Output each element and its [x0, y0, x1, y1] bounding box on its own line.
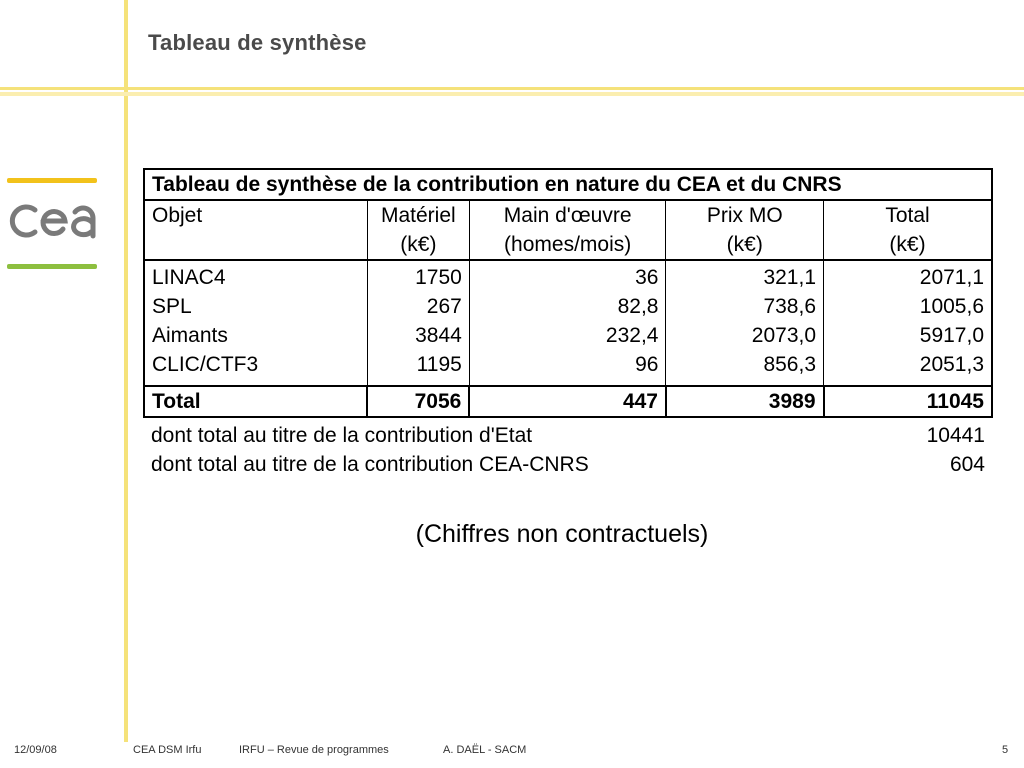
- frame-horizontal-line: [0, 87, 1024, 90]
- total-materiel: 7056: [367, 386, 469, 417]
- cell-objet: Aimants: [144, 321, 367, 350]
- cell-objet: CLIC/CTF3: [144, 350, 367, 386]
- total-total: 11045: [824, 386, 992, 417]
- cell-main-oeuvre: 36: [469, 260, 666, 292]
- cell-prix-mo: 738,6: [666, 292, 824, 321]
- frame-vertical-line: [124, 0, 128, 742]
- cell-prix-mo: 2073,0: [666, 321, 824, 350]
- table-total-row: [144, 386, 992, 417]
- header-total: Total (k€): [824, 200, 992, 260]
- table-row: [144, 292, 992, 321]
- cell-prix-mo: 321,1: [666, 260, 824, 292]
- table-row: [144, 350, 992, 386]
- cell-total: 1005,6: [824, 292, 992, 321]
- saclay-logo-bar: [7, 264, 97, 269]
- cell-total: 2071,1: [824, 260, 992, 292]
- footnote-label: dont total au titre de la contribution CEA-CNRS: [151, 453, 589, 476]
- footer-event: IRFU – Revue de programmes: [239, 744, 389, 756]
- cell-materiel: 1750: [367, 260, 469, 292]
- header-prix-mo: Prix MO (k€): [666, 200, 824, 260]
- footer-org: CEA DSM Irfu: [133, 744, 202, 756]
- total-main-oeuvre: 447: [469, 386, 666, 417]
- cell-total: 2051,3: [824, 350, 992, 386]
- frame-horizontal-line-light: [0, 92, 1024, 96]
- table-row: [144, 260, 992, 292]
- header-objet: Objet: [144, 200, 367, 260]
- footnote-row: [144, 450, 992, 479]
- cell-objet: LINAC4: [144, 260, 367, 292]
- cell-total: 5917,0: [824, 321, 992, 350]
- cell-main-oeuvre: 96: [469, 350, 666, 386]
- cea-logo: [0, 198, 110, 249]
- cell-main-oeuvre: 82,8: [469, 292, 666, 321]
- footnote-value: 10441: [926, 424, 985, 447]
- header-main-oeuvre: Main d'œuvre (homes/mois): [469, 200, 666, 260]
- footer-page-number: 5: [1002, 744, 1009, 756]
- irfu-logo-bar: [7, 178, 97, 183]
- footer-date: 12/09/08: [14, 744, 57, 756]
- cell-materiel: 3844: [367, 321, 469, 350]
- non-contractual-note: (Chiffres non contractuels): [415, 520, 709, 548]
- footnote-row: [144, 417, 992, 450]
- cea-logo-icon: [5, 198, 105, 244]
- synthesis-table: [143, 168, 993, 479]
- cell-objet: SPL: [144, 292, 367, 321]
- table-caption: Tableau de synthèse de la contribution en nature du CEA et du CNRS: [144, 169, 992, 200]
- cell-main-oeuvre: 232,4: [469, 321, 666, 350]
- cell-materiel: 267: [367, 292, 469, 321]
- header-materiel: Matériel (k€): [367, 200, 469, 260]
- footer-author: A. DAËL - SACM: [443, 744, 527, 756]
- slide-title: Tableau de synthèse: [148, 30, 367, 55]
- table-row: [144, 321, 992, 350]
- total-prix-mo: 3989: [666, 386, 824, 417]
- footnote-label: dont total au titre de la contribution d'Etat: [151, 424, 533, 447]
- total-label: Total: [144, 386, 367, 417]
- cell-prix-mo: 856,3: [666, 350, 824, 386]
- footnote-value: 604: [949, 453, 985, 476]
- table-header-row: [144, 200, 992, 260]
- cell-materiel: 1195: [367, 350, 469, 386]
- table-caption-row: [144, 169, 992, 200]
